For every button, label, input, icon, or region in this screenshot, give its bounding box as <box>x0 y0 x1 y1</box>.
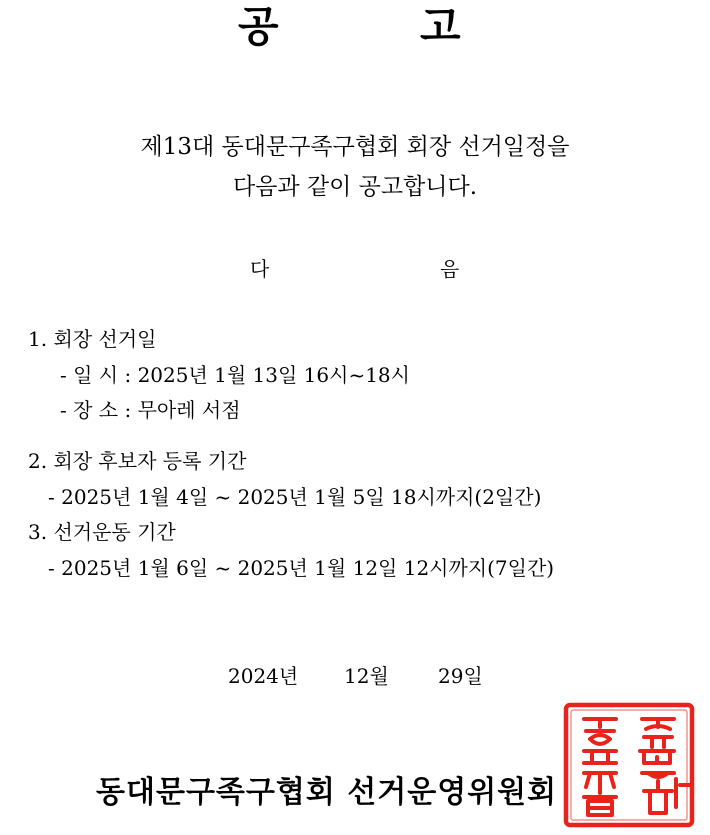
title-char-2: 고 <box>420 2 461 51</box>
issuer-signature: 동대문구족구협회 선거운영위원회 <box>96 775 558 810</box>
notice-date-year: 2024년 <box>228 664 299 688</box>
seal-stamp-icon <box>562 701 696 829</box>
section-2-period: - 2025년 1월 4일 ~ 2025년 1월 5일 18시까지(2일간) <box>48 485 542 509</box>
section-1-datetime: - 일 시 : 2025년 1월 13일 16시~18시 <box>60 363 410 387</box>
section-1-location: - 장 소 : 무아레 서점 <box>60 398 241 422</box>
heading-char-1: 다 <box>250 257 270 281</box>
notice-title <box>0 2 710 58</box>
section-1-heading: 1. 회장 선거일 <box>28 327 157 351</box>
section-2-heading: 2. 회장 후보자 등록 기간 <box>28 449 247 473</box>
heading-char-2: 음 <box>440 257 460 281</box>
section-3-heading: 3. 선거운동 기간 <box>28 520 176 544</box>
notice-date-day: 29일 <box>438 664 483 688</box>
notice-date-month: 12월 <box>344 664 389 688</box>
section-3-period: - 2025년 1월 6일 ~ 2025년 1월 12일 12시까지(7일간) <box>48 556 555 580</box>
title-char-1: 공 <box>238 2 279 51</box>
intro-line-2: 다음과 같이 공고합니다. <box>232 174 478 200</box>
intro-line-1: 제13대 동대문구족구협회 회장 선거일정을 <box>140 134 570 160</box>
